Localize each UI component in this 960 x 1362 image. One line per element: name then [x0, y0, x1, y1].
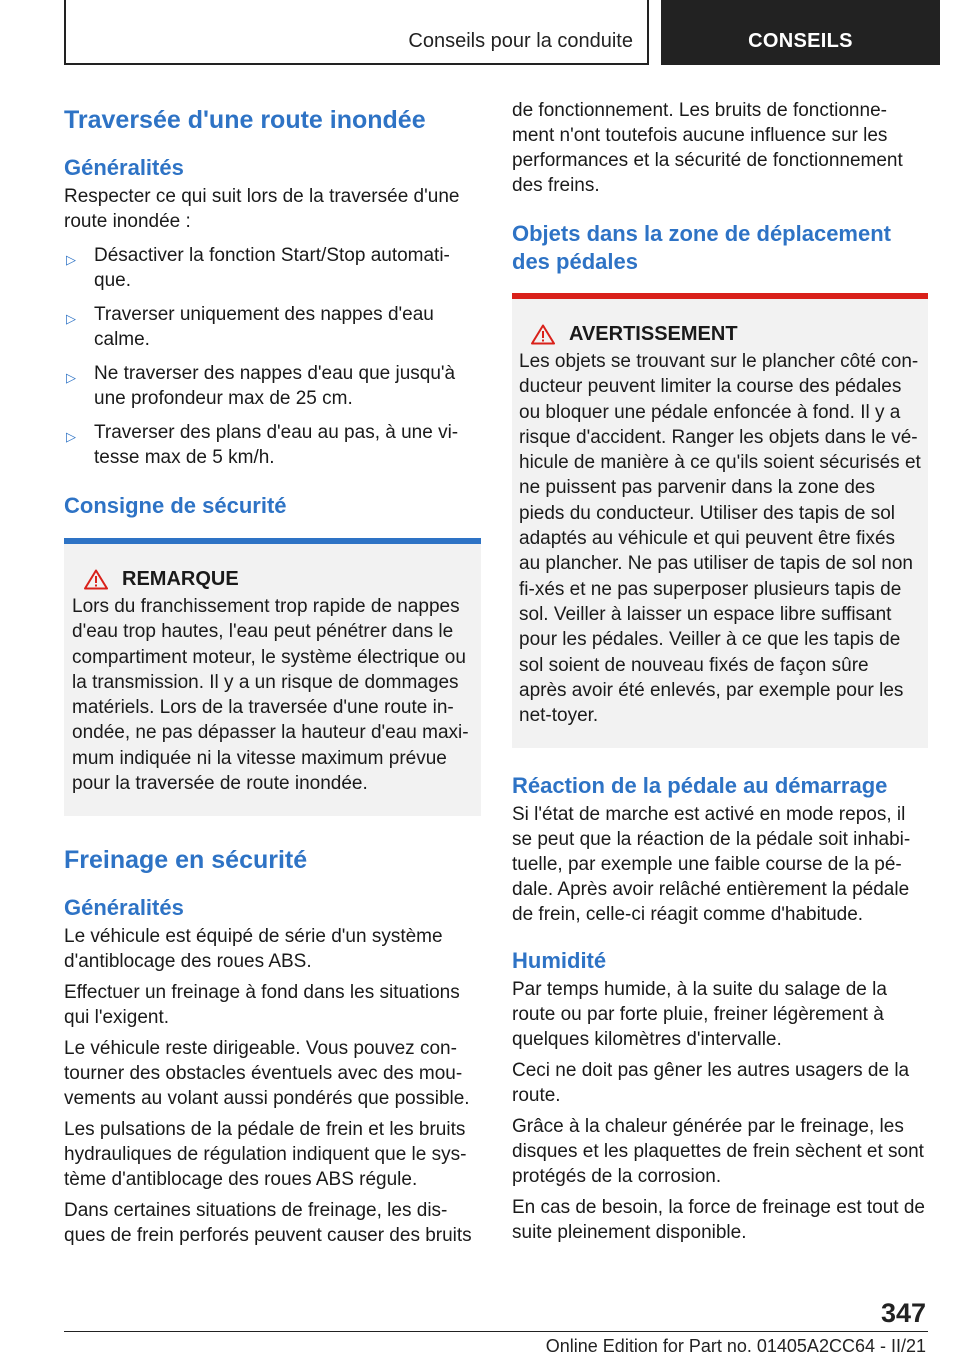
step-text: Ne traverser des nappes d'eau que jusqu'à une profondeur max de 25 cm.: [94, 363, 456, 409]
triangle-right-icon: ▷: [66, 429, 76, 444]
braking-paragraph: Le véhicule reste dirigeable. Vous pouvez con-tourner des obstacles éventuels avec des mou-vements au volant aussi pondérés que possible.: [64, 1038, 470, 1110]
notice-text: Lors du franchissement trop rapide de nappes d'eau trop hautes, l'eau peut pénétrer dans le compartiment moteur, le système électrique ou la transmission. Il y a un risque de dommages matériels. Lors de la traversée d'une route in-ondée, ne pas dépasser la hauteur d'eau maxi-mum indiquée ni la vitesse maximum prévue pour la traversée de route inondée.: [72, 596, 469, 795]
reaction-text: Si l'état de marche est activé en mode repos, il se peut que la réaction de la pédale soit inhabi-tuelle, par exemple une faible course de la pé-dale. Après avoir relâché entièrement la pédale de frein, celle-ci réagit comme d'habitude.: [512, 804, 911, 926]
list-item: [64, 302, 481, 352]
humidity-heading: Humidité: [512, 948, 607, 974]
triangle-right-icon: ▷: [66, 252, 76, 267]
flood-title: Traversée d'une route inondée: [64, 106, 426, 134]
objects-heading: Objets dans la zone de déplacement des pédales: [512, 221, 891, 274]
braking-paragraph: Le véhicule est équipé de série d'un système d'antiblocage des roues ABS.: [64, 926, 443, 973]
warning-label: AVERTISSEMENT: [569, 323, 738, 345]
edition-note: Online Edition for Part no. 01405A2CC64 - II/21: [545, 1336, 926, 1356]
step-text: Désactiver la fonction Start/Stop automati- que.: [94, 245, 450, 291]
flood-step-list: [64, 243, 481, 470]
braking-paragraph: Effectuer un freinage à fond dans les situations qui l'exigent.: [64, 982, 460, 1029]
step-text: Traverser des plans d'eau au pas, à une vi- tesse max de 5 km/h.: [94, 422, 459, 468]
notice-header: [72, 566, 473, 592]
page-number: 347: [880, 1298, 926, 1328]
warning-text: Les objets se trouvant sur le plancher côté con-ducteur peuvent limiter la course des pédales ou bloquer une pédale enfoncée à fond. Il y a risque d'accident. Ranger les objets dans le vé-hicule de manière à ce qu'ils soient sécurisés et ne puissent pas parvenir dans la zone des pieds du conducteur. Utiliser des tapis de sol adaptés au véhicule et qui peuvent être fixés au plancher. Ne pas utiliser de tapis de sol non fi-xés et ne pas superposer plusieurs tapis de sol. Veiller à laisser un espace libre suffisant pour les pédales. Veiller à ce que les tapis de sol soient de nouveau fixés de façon sûre après avoir été enlevés, par exemple pour les net-toyer.: [519, 351, 921, 727]
flood-intro: Respecter ce qui suit lors de la traversée d'une route inondée :: [64, 186, 460, 232]
section-title: Conseils pour la conduite: [408, 30, 633, 52]
list-item: [64, 361, 481, 411]
chapter-tab: CONSEILS: [661, 0, 940, 65]
humidity-paragraph: Ceci ne doit pas gêner les autres usagers de la route.: [512, 1060, 910, 1107]
safety-heading: Consigne de sécurité: [64, 493, 287, 518]
braking-paragraph: Dans certaines situations de freinage, les dis-ques de frein perforés peuvent causer des bruits: [64, 1200, 472, 1247]
humidity-paragraph: Grâce à la chaleur générée par le freinage, les disques et les plaquettes de frein sèchent et sont protégés de la corrosion.: [512, 1116, 924, 1188]
braking-paragraph: Les pulsations de la pédale de frein et les bruits hydrauliques de régulation indiquent que le sys-tème d'antiblocage des roues ABS régule.: [64, 1119, 467, 1191]
warning-box: [512, 293, 928, 748]
flood-general-heading: Généralités: [64, 155, 184, 180]
humidity-paragraph: En cas de besoin, la force de freinage est tout de suite pleinement disponible.: [512, 1197, 925, 1244]
notice-label: REMARQUE: [122, 568, 239, 590]
right-column: [512, 98, 928, 1245]
reaction-heading: Réaction de la pédale au démarrage: [512, 773, 888, 799]
header-frame: [64, 0, 649, 65]
warning-triangle-icon: [531, 324, 555, 345]
warning-triangle-icon: [84, 569, 108, 590]
footer-divider: [64, 1331, 928, 1332]
step-text: Traverser uniquement des nappes d'eau calme.: [94, 304, 434, 350]
braking-general-heading: Généralités: [64, 895, 184, 921]
braking-title: Freinage en sécurité: [64, 846, 308, 875]
list-item: [64, 243, 481, 293]
continued-text: de fonctionnement. Les bruits de fonctionne-ment n'ont toutefois aucune influence sur les performances et la sécurité de fonctionnement des freins.: [512, 100, 903, 196]
triangle-right-icon: ▷: [66, 370, 76, 385]
triangle-right-icon: ▷: [66, 311, 76, 326]
notice-box: [64, 538, 481, 816]
warning-header: [519, 321, 921, 347]
humidity-paragraph: Par temps humide, à la suite du salage de la route ou par forte pluie, freiner légèrement à quelques kilomètres d'intervalle.: [512, 979, 887, 1051]
left-column: [64, 98, 481, 1248]
list-item: [64, 420, 481, 470]
